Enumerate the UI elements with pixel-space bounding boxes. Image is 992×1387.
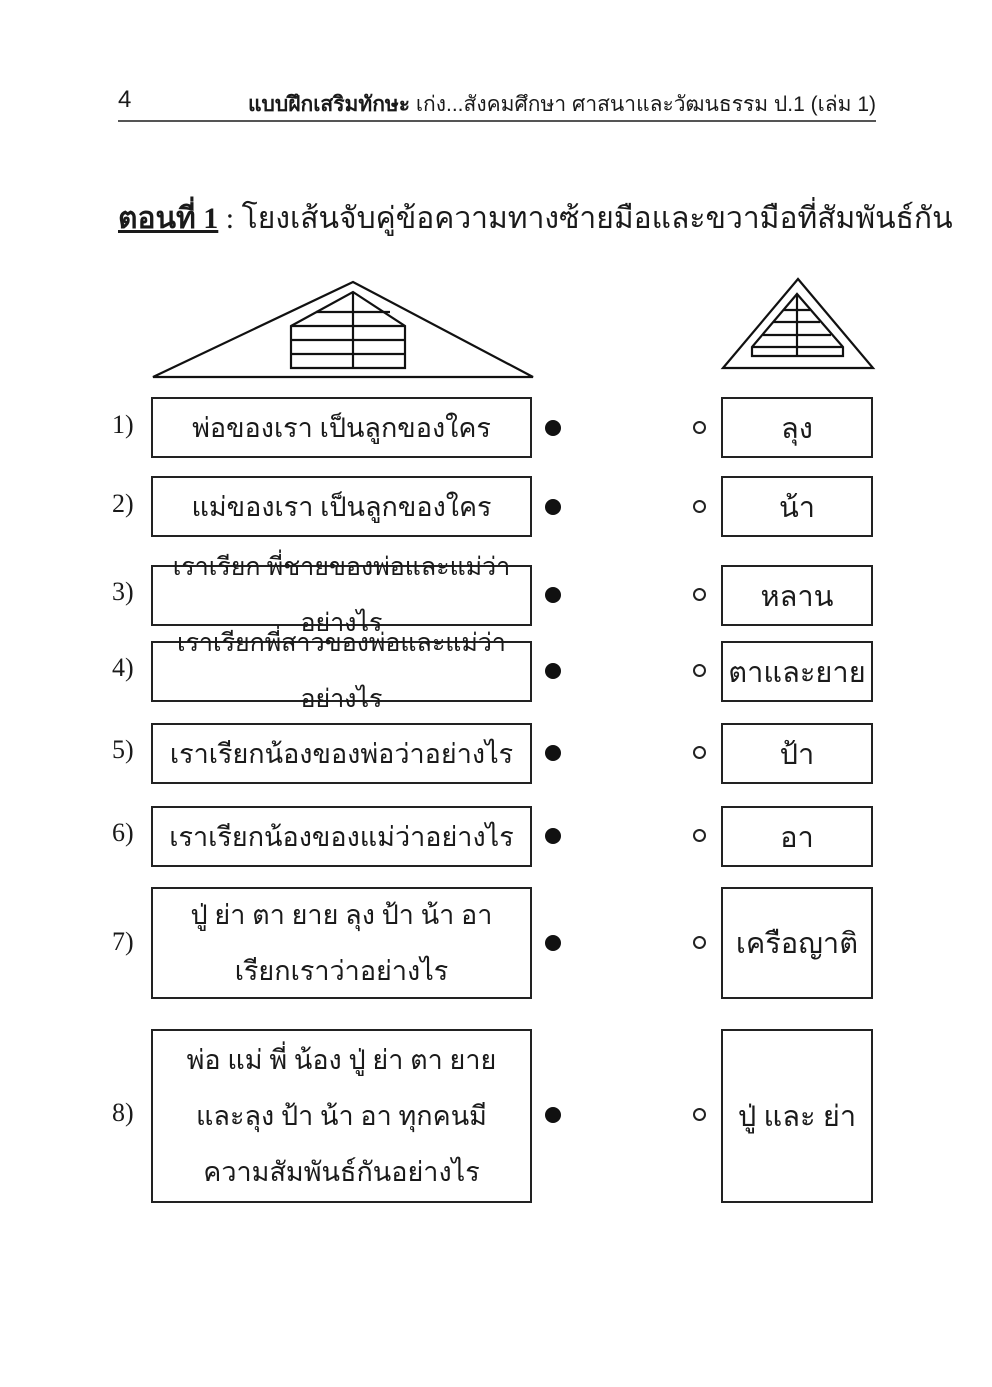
question-text: เราเรียก พี่ชายของพ่อและแม่ว่าอย่างไร: [172, 553, 511, 637]
question-number: 1): [112, 410, 134, 439]
left-match-dot[interactable]: [545, 935, 561, 951]
answer-box: [721, 476, 873, 537]
question-text-line-2: และลุง ป้า น้า อา ทุกคนมี: [196, 1101, 487, 1131]
section-title: [118, 195, 953, 242]
question-text-line-3: ความสัมพันธ์กันอย่างไร: [203, 1157, 480, 1187]
answer-text: ตาและยาย: [728, 656, 866, 689]
right-match-circle[interactable]: [693, 829, 706, 842]
question-box: [151, 806, 532, 867]
right-match-circle[interactable]: [693, 500, 706, 513]
left-match-dot[interactable]: [545, 420, 561, 436]
question-text: เราเรียกน้องของพ่อว่าอย่างไร: [169, 738, 514, 769]
book-title: [248, 88, 876, 121]
right-match-circle[interactable]: [693, 421, 706, 434]
answer-box: [721, 641, 873, 702]
book-title-rest: เก่ง...สังคมศึกษา ศาสนาและวัฒนธรรม ป.1 (เล่ม 1): [410, 93, 876, 116]
answer-box: [721, 565, 873, 626]
question-text: เราเรียกพี่สาวของพ่อและแม่ว่าอย่างไร: [177, 629, 506, 713]
triangle-roof-with-window-icon: [718, 276, 878, 372]
answer-text: หลาน: [760, 580, 834, 613]
right-match-circle[interactable]: [693, 588, 706, 601]
right-match-circle[interactable]: [693, 936, 706, 949]
question-box: [151, 887, 532, 999]
book-title-bold: แบบฝึกเสริมทักษะ: [248, 93, 411, 116]
answer-text: เครือญาติ: [735, 928, 859, 960]
answer-box: [721, 806, 873, 867]
question-text: แม่ของเรา เป็นลูกของใคร: [191, 491, 492, 522]
roof-with-window-icon: [150, 280, 536, 382]
question-box: [151, 629, 532, 713]
answer-text: ปู่ และ ย่า: [737, 1101, 857, 1133]
left-match-dot[interactable]: [545, 1107, 561, 1123]
answer-box: [721, 723, 873, 784]
answer-box: [721, 1029, 873, 1203]
left-match-dot[interactable]: [545, 499, 561, 515]
question-box: [151, 1029, 532, 1203]
question-number: 8): [112, 1098, 134, 1127]
question-number: 7): [112, 927, 134, 956]
question-text-line-2: เรียกเราว่าอย่างไร: [234, 956, 449, 986]
answer-text: น้า: [778, 491, 816, 524]
section-label: ตอนที่ 1: [118, 202, 219, 235]
answer-text: ลุง: [781, 412, 813, 445]
page-number: 4: [118, 86, 132, 113]
question-box: [151, 397, 532, 458]
question-number: 3): [112, 577, 134, 606]
answer-box: [721, 887, 873, 999]
question-number: 5): [112, 735, 134, 764]
right-match-circle[interactable]: [693, 746, 706, 759]
left-match-dot[interactable]: [545, 587, 561, 603]
header-divider: [118, 120, 876, 122]
question-text: พ่อของเรา เป็นลูกของใคร: [192, 412, 491, 443]
question-box: [151, 723, 532, 784]
question-number: 4): [112, 653, 134, 682]
section-separator: :: [218, 202, 242, 235]
answer-box: [721, 397, 873, 458]
question-number: 2): [112, 489, 134, 518]
section-instruction: โยงเส้นจับคู่ข้อความทางซ้ายมือและขวามือที่สัมพันธ์กัน: [241, 202, 953, 235]
question-text-line-1: ปู่ ย่า ตา ยาย ลุง ป้า น้า อา: [190, 900, 493, 930]
left-match-dot[interactable]: [545, 663, 561, 679]
question-text-line-1: พ่อ แม่ พี่ น้อง ปู่ ย่า ตา ยาย: [186, 1045, 497, 1075]
question-text: เราเรียกน้องของแม่ว่าอย่างไร: [169, 821, 514, 852]
answer-text: อา: [780, 821, 814, 854]
question-box: [151, 476, 532, 537]
question-number: 6): [112, 818, 134, 847]
answer-text: ป้า: [779, 738, 815, 771]
right-match-circle[interactable]: [693, 664, 706, 677]
left-match-dot[interactable]: [545, 828, 561, 844]
right-match-circle[interactable]: [693, 1108, 706, 1121]
left-match-dot[interactable]: [545, 745, 561, 761]
